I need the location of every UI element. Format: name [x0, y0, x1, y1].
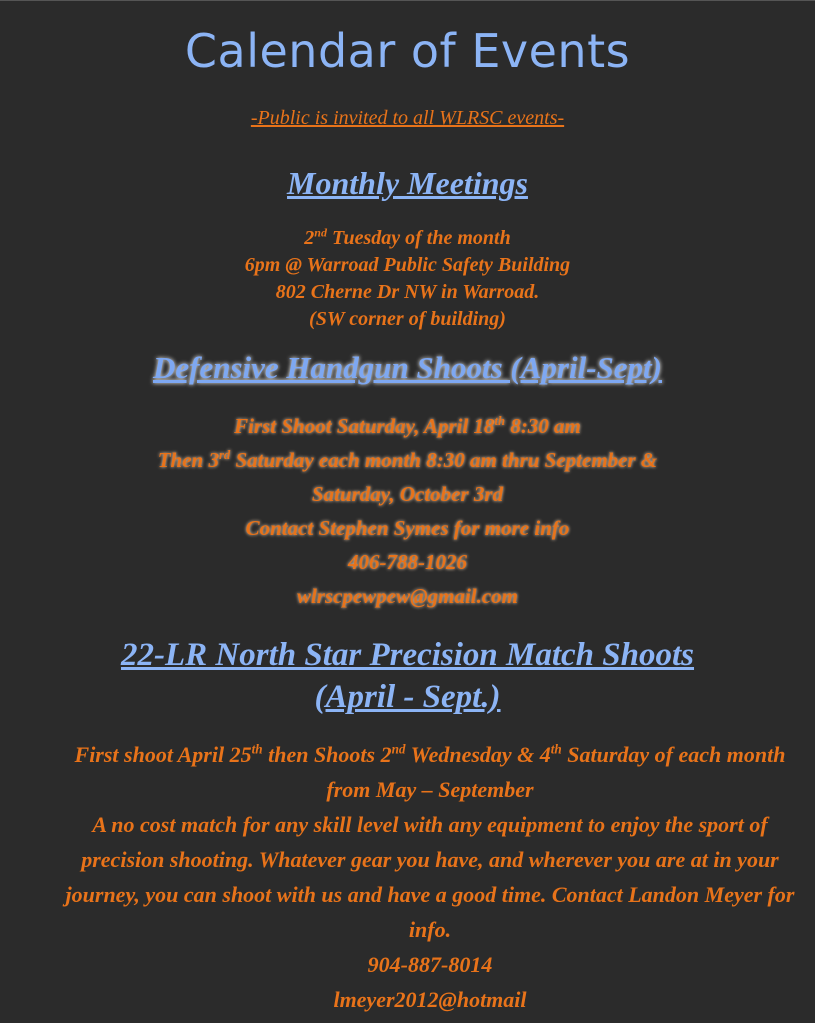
meeting-note: (SW corner of building): [309, 308, 506, 330]
handgun-last-date: Saturday, October 3rd: [311, 482, 504, 506]
precision-schedule-c: Wednesday & 4: [405, 742, 551, 767]
meeting-time-location: 6pm @ Warroad Public Safety Building: [244, 254, 571, 276]
precision-heading-line1: 22-LR North Star Precision Match Shoots: [120, 637, 695, 673]
precision-suffix-2: nd: [391, 741, 406, 757]
precision-email: lmeyer2012@hotmail: [333, 987, 527, 1012]
meeting-day-text: Tuesday of the month: [326, 227, 511, 249]
precision-suffix-1: th: [251, 741, 263, 757]
precision-phone: 904-887-8014: [367, 952, 493, 977]
handgun-schedule: [0, 443, 815, 477]
handgun-contact: Contact Stephen Symes for more info: [245, 516, 570, 540]
precision-schedule-d: Saturday of each month from May – September: [326, 742, 786, 802]
monthly-meetings-heading: Monthly Meetings: [287, 165, 528, 201]
meeting-day-number: 2: [304, 227, 315, 249]
handgun-phone: 406-788-1026: [348, 550, 467, 574]
handgun-first-shoot-time: 8:30 am: [505, 414, 581, 438]
precision-match-details: [55, 737, 805, 1017]
handgun-first-shoot-text: First Shoot Saturday, April 18: [234, 414, 495, 438]
handgun-shoots-heading: Defensive Handgun Shoots (April-Sept): [153, 350, 662, 385]
precision-description: A no cost match for any skill level with any equipment to enjoy the sport of precision shooting. Whatever gear you have, and wherever you are at in your journey, you can shoot with us and have a good time. Contact Landon Meyer for info.: [65, 812, 795, 942]
monthly-meetings-details: [0, 225, 815, 333]
precision-heading-line2: (April - Sept.): [314, 679, 501, 715]
handgun-schedule-a: Then 3: [157, 448, 219, 472]
precision-suffix-3: th: [550, 741, 562, 757]
handgun-shoots-details: [0, 409, 815, 613]
precision-schedule: [55, 737, 805, 807]
handgun-email: wlrscpewpew@gmail.com: [296, 584, 519, 608]
handgun-schedule-b: Saturday each month 8:30 am thru September &: [230, 448, 658, 472]
handgun-first-shoot: [0, 409, 815, 443]
meeting-day-suffix: nd: [314, 225, 327, 240]
precision-match-heading: [0, 634, 815, 718]
handgun-first-shoot-suffix: th: [494, 414, 506, 428]
handgun-schedule-suffix: rd: [219, 448, 231, 462]
meeting-day: [0, 225, 815, 252]
precision-schedule-b: then Shoots 2: [262, 742, 392, 767]
page-title: Calendar of Events: [184, 24, 631, 78]
meeting-address: 802 Cherne Dr NW in Warroad.: [275, 281, 540, 303]
public-invite-subtitle: -Public is invited to all WLRSC events-: [250, 107, 565, 129]
precision-schedule-a: First shoot April 25: [74, 742, 252, 767]
